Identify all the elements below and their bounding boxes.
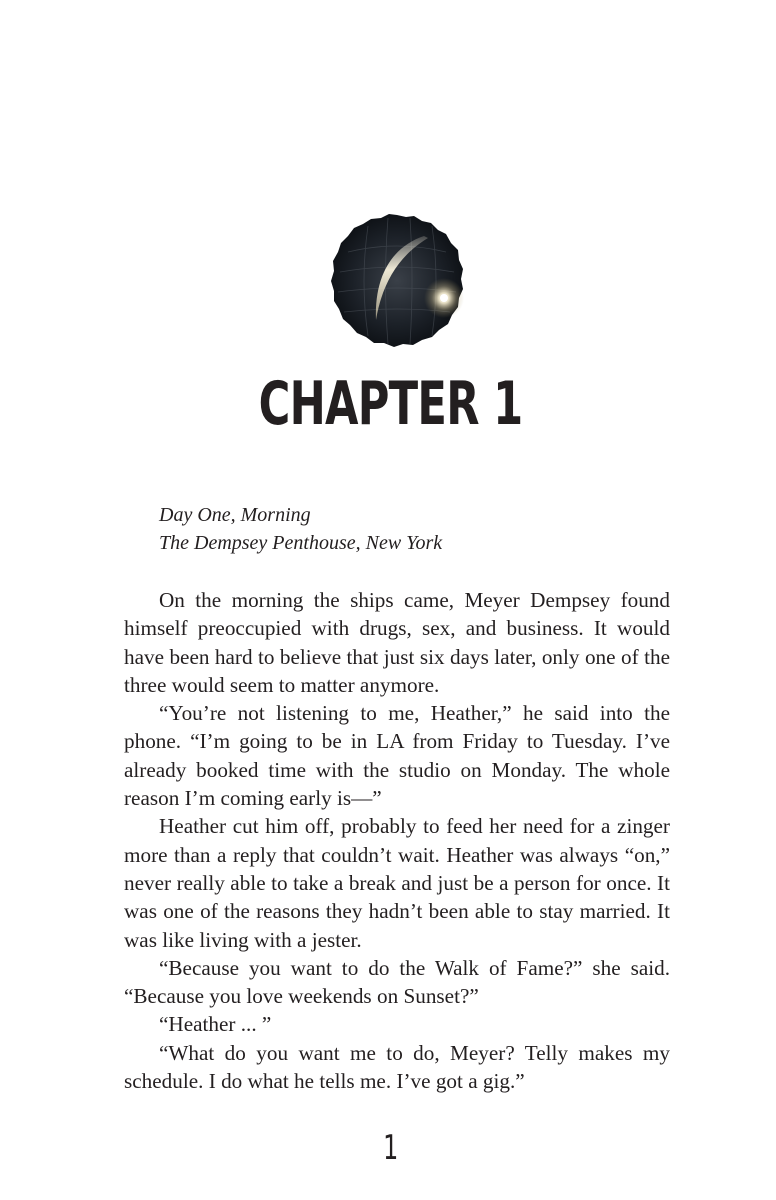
dateline-time: Day One, Morning [159,504,311,526]
chapter-dateline [159,501,442,557]
chapter-body [124,586,670,1095]
moon-eclipse-icon [328,212,466,350]
paragraph: On the morning the ships came, Meyer Dempsey found himself preoccupied with drugs, sex, and business. It would have been hard to believe that just six days later, only one of the three would seem to matter anymore. [124,588,670,697]
chapter-title: CHAPTER 1 [258,369,523,439]
page-number: 1 [383,1128,399,1168]
paragraph: “Because you want to do the Walk of Fame?” she said. “Because you love weekends on Sunset?” [124,955,670,1009]
paragraph: Heather cut him off, probably to feed her need for a zinger more than a reply that couldn’t wait. Heather was always “on,” never really able to take a break and just be a person for once. It was one of the reasons they hadn’t been able to stay married. It was like living with a jester. [124,814,670,952]
paragraph: “What do you want me to do, Meyer? Telly makes my schedule. I do what he tells me. I’ve got a gig.” [124,1040,670,1094]
dateline-place: The Dempsey Penthouse, New York [159,532,443,554]
paragraph: “You’re not listening to me, Heather,” he said into the phone. “I’m going to be in LA from Friday to Tuesday. I’ve already booked time with the studio on Monday. The whole reason I’m coming early is—” [124,701,670,811]
paragraph: “Heather ... ” [159,1012,272,1037]
